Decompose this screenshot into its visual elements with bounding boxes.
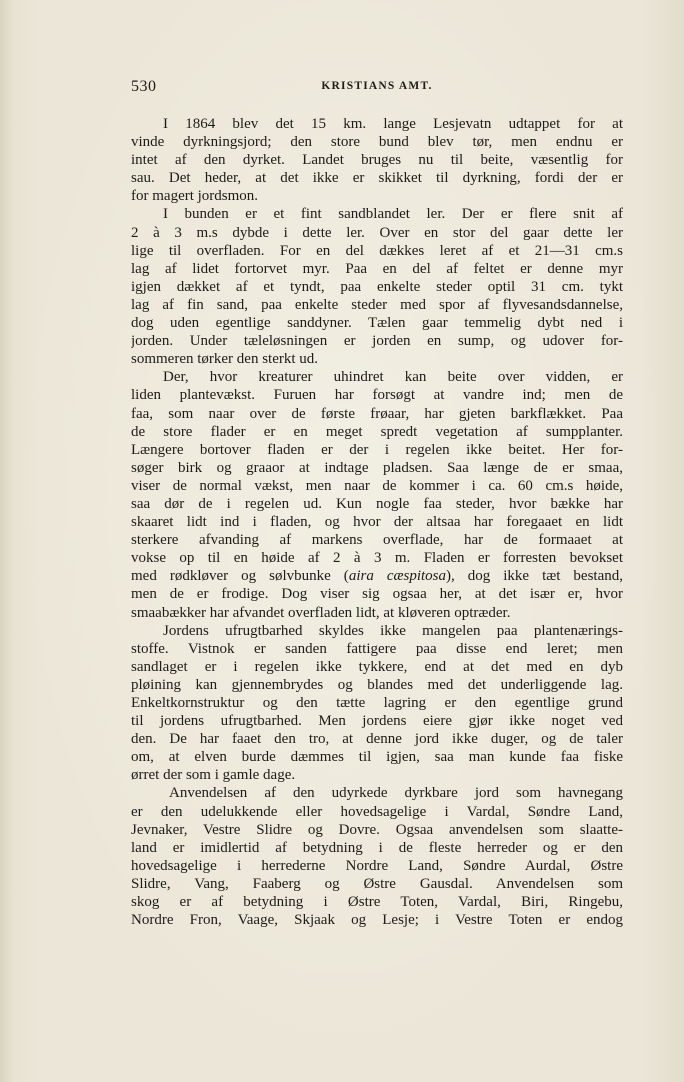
text-line: sandlaget er i regelen ikke tykkere, end at det med en dyb <box>131 658 623 675</box>
text-line: men de er frodige. Dog viser sig ogsaa her, at det især er, hvor <box>131 586 623 603</box>
text-line: søger birk og graaor at indtage pladsen. Saa længe de er smaa, <box>131 459 623 476</box>
text-line: Jordens ufrugtbarhed skyldes ikke mangelen paa plantenærings- <box>163 622 623 639</box>
text-line: I bunden er et fint sandblandet ler. Der er flere snit af <box>163 206 623 223</box>
paragraph-4 <box>131 622 623 785</box>
text-line: er den udelukkende eller hovedsagelige i Vardal, Søndre Land, <box>131 803 623 820</box>
page-number: 530 <box>131 78 157 95</box>
text-line: faa, som naar over de første frøaar, har gjeten barkflækket. Paa <box>131 405 623 422</box>
text-line: skog er af betydning i Østre Toten, Vardal, Biri, Ringebu, <box>131 894 623 911</box>
text-line: de store flader er en meget spredt vegetation af sumpplanter. <box>131 423 623 440</box>
paragraph-5 <box>131 784 623 929</box>
text-line: skaaret lidt ind i fladen, og hvor der altsaa har foregaaet en lidt <box>131 514 623 531</box>
text-line: vokse op til en høide af 2 à 3 m. Fladen er forresten bevokset <box>131 550 623 567</box>
paragraph-3 <box>131 368 623 621</box>
text-line: jorden. Under tæleløsningen er jorden en sump, og udover for- <box>131 333 623 350</box>
text-line: lige til overfladen. For en del dækkes leret af et 21—31 cm.s <box>131 242 623 259</box>
running-title: KRISTIANS AMT. <box>321 80 433 92</box>
body-text <box>131 115 623 929</box>
text-line: den. De har faaet den tro, at denne jord ikke duger, og de taler <box>131 731 623 748</box>
text-line: lag af lidet fortorvet myr. Paa en del af feltet er denne myr <box>131 260 623 277</box>
text-line: intet af den dyrket. Landet bruges nu til beite, væsentlig for <box>131 152 623 169</box>
text-line: sterkere afvanding af markens overflade, har de formaaet at <box>131 532 623 549</box>
text-line: sau. Det heder, at det ikke er skikket til dyrkning, fordi der er <box>131 170 623 187</box>
text-line: 2 à 3 m.s dybde i dette ler. Over en stor del gaar dette ler <box>131 224 623 241</box>
text-line: viser de normal vækst, men naar de kommer i ca. 60 cm.s høide, <box>131 477 623 494</box>
text-line: Længere bortover fladen er der i regelen ikke beitet. Her for- <box>131 441 623 458</box>
text-line: pløining kan gjennembrydes og blandes med det underliggende lag. <box>131 676 623 693</box>
text-line: Jevnaker, Vestre Slidre og Dovre. Ogsaa anvendelsen som slaatte- <box>131 821 623 838</box>
text-line: lag af fin sand, paa enkelte steder med spor af flyvesandsdannelse, <box>131 296 623 313</box>
text-line: land er imidlertid af betydning i de fleste herreder og er den <box>131 839 623 856</box>
text-line: saa dør de i regelen ud. Kun nogle faa steder, hvor bække har <box>131 495 623 512</box>
text-line: sommeren tørker den sterkt ud. <box>131 351 319 368</box>
text-line: vinde dyrkningsjord; den store bund blev tør, men endnu er <box>131 134 623 151</box>
text-line: til jordens ufrugtbarhed. Men jordens eiere gjør ikke noget ved <box>131 713 623 730</box>
text-line: Anvendelsen af den udyrkede dyrkbare jord som havnegang <box>169 785 623 802</box>
text-line: I 1864 blev det 15 km. lange Lesjevatn udtappet for at <box>163 116 623 132</box>
text-line: for magert jordsmon. <box>131 188 259 205</box>
text-line: dog uden egentlige sanddyner. Tælen gaar temmelig dybt ned i <box>131 315 623 332</box>
text-line: Nordre Fron, Vaage, Skjaak og Lesje; i Vestre Toten er endog <box>131 912 623 929</box>
text-line: om, at elven burde dæmmes til igjen, saa man kunde faa fiske <box>131 749 623 766</box>
text-line: Slidre, Vang, Faaberg og Østre Gausdal. Anvendelsen som <box>131 875 623 892</box>
text-line: med rødkløver og sølvbunke (aira cæspitosa), dog ikke tæt bestand, <box>131 568 623 585</box>
text-line: liden plantevækst. Furuen har forsøgt at vandre ind; men de <box>131 387 623 404</box>
text-line: Der, hvor kreaturer uhindret kan beite over vidden, er <box>163 369 623 386</box>
text-line: ørret der som i gamle dage. <box>131 767 296 784</box>
text-line: Enkeltkornstruktur og den tætte lagring er den egentlige grund <box>131 695 623 711</box>
paragraph-2 <box>131 205 623 368</box>
paragraph-1 <box>131 115 623 205</box>
text-line: stoffe. Vistnok er sanden fattigere paa disse end leret; men <box>131 640 623 657</box>
text-line: smaabækker har afvandet overfladen lidt, at kløveren optræder. <box>131 604 511 621</box>
page-header <box>131 78 623 98</box>
text-line: hovedsagelige i herrederne Nordre Land, Søndre Aurdal, Østre <box>131 857 623 874</box>
text-line: igjen dækket af et tyndt, paa enkelte steder optil 31 cm. tykt <box>131 278 623 295</box>
